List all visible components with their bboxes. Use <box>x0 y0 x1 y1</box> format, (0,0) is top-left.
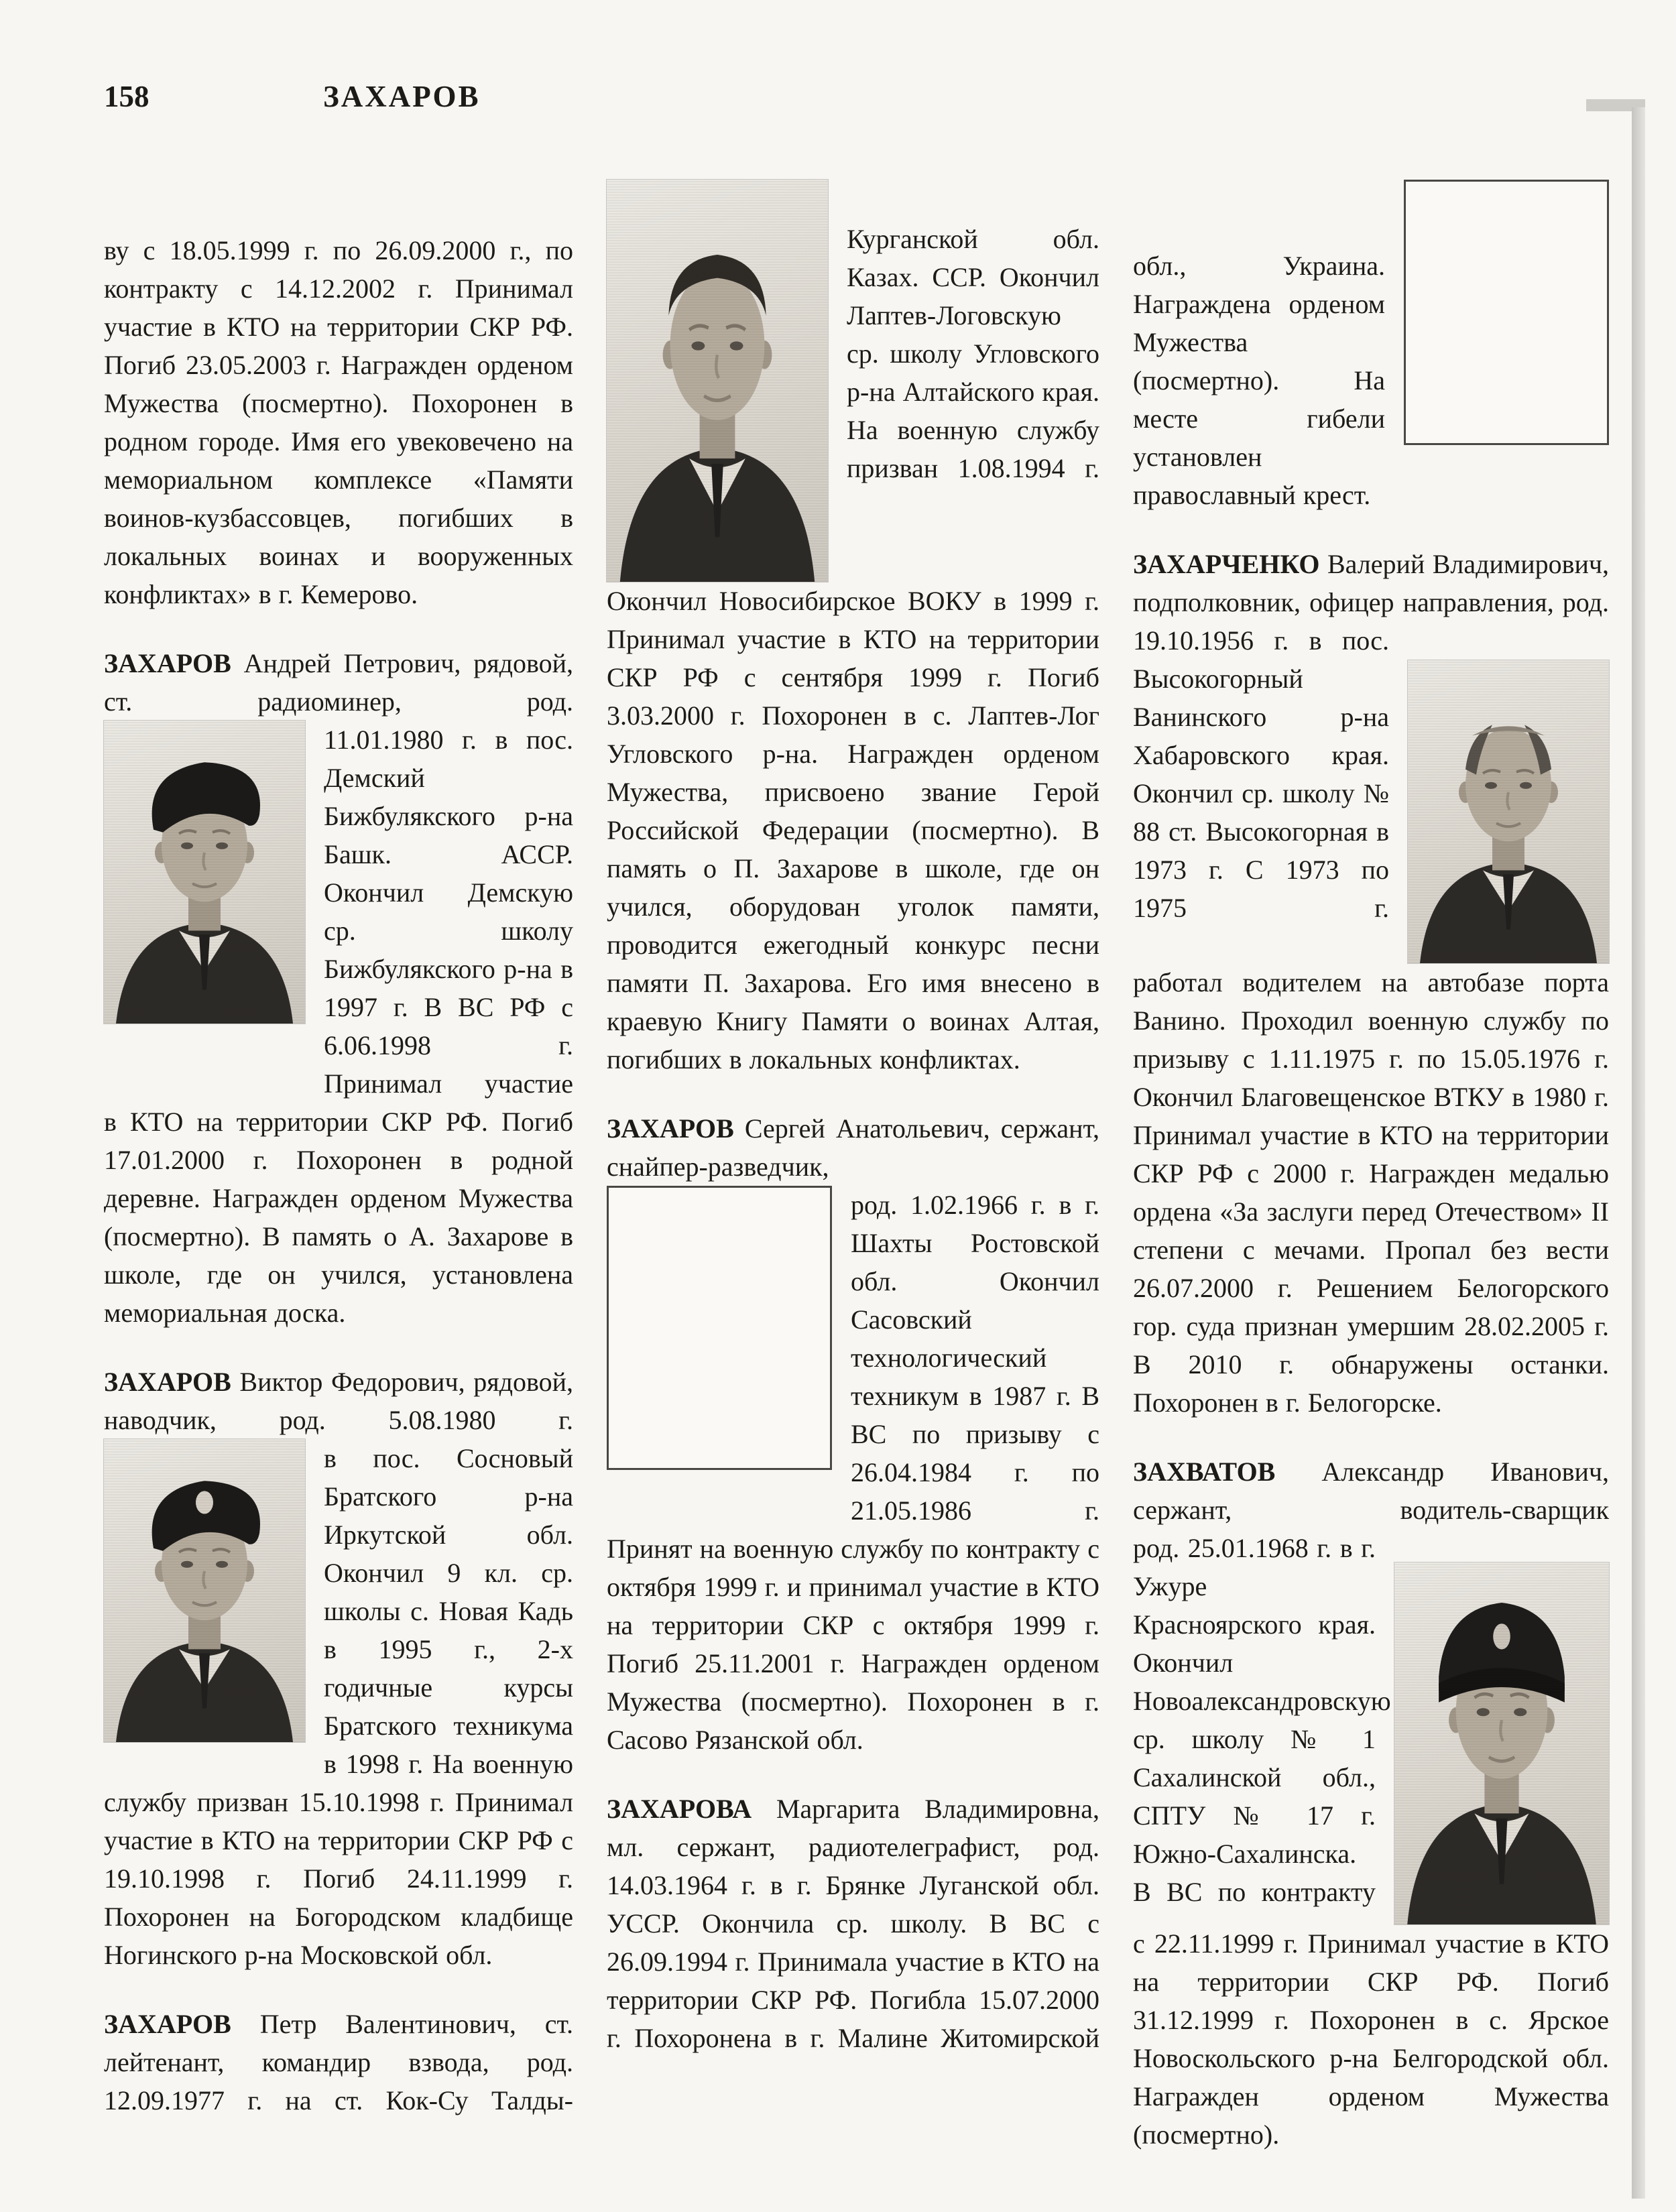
entry-lead <box>607 1109 1099 1186</box>
entry-zakharov-andrey-petrovich <box>104 644 573 1332</box>
page-number: 158 <box>104 80 149 113</box>
entry-tail-text: работал водителем на автобазе порта Ванино. Проходил военную службу по призыву с 1.11.1975 г. по 15.05.1976 г. Окончил Благовещенское ВТКУ в 1980 г. Принимал участие в КТО на территории СКР РФ с 2000 г. Награжден медалью ордена «За заслуги перед Отечеством» II степени с мечами. Пропал без вести 26.07.2000 г. Решением Белогорского гор. суда признан умершим 28.02.2005 г. В 2010 г. обнаружены останки. Похоронен в г. Белогорске. <box>1133 967 1609 1418</box>
entry-beside-text: Курганской обл. Казах. ССР. Окончил Лаптев-Логовскую ср. школу Угловского р-на Алтайского края. На военную службу призван 1.08.1994 г. <box>847 224 1099 483</box>
entry-lead <box>104 2005 573 2119</box>
entry-lead-text: Петр Валентинович, ст. лейтенант, командир взвода, род. 12.09.1977 г. на ст. Кок-Су Талды- <box>104 2009 574 2115</box>
entry-zakharov-viktor-fedorovich <box>104 1363 573 1974</box>
running-head: ЗАХАРОВ <box>323 80 481 113</box>
entry-lead-text: Александр Иванович, сержант, водитель-сварщик <box>1133 1457 1610 1525</box>
portrait-photo <box>1408 660 1609 963</box>
entry-zakharova-margarita-continuation <box>1133 180 1609 514</box>
entry-tail-text: службу призван 15.10.1998 г. Принимал участие в КТО на территории СКР РФ с 19.10.1998 г. Погиб 24.11.1999 г. Похоронен на Богородском кладбище Ногинского р-на Московской обл. <box>104 1787 573 1970</box>
entry-lead-text: Валерий Владимирович, подполковник, офицер направления, род. <box>1133 549 1610 617</box>
entry-beside-text: род. 1.02.1966 г. в г. Шахты Ростовской обл. Окончил Сасовский технологический техникум в 1987 г. В ВС по призыву с 26.04.1984 г. по 21.05.1986 г. <box>851 1190 1099 1526</box>
entry-photo-row <box>1133 1529 1609 1924</box>
entry-photo-row <box>104 721 573 1103</box>
entry-tail-text: Окончил Новосибирское ВОКУ в 1999 г. Принимал участие в КТО на территории СКР РФ с сентября 1999 г. Погиб 3.03.2000 г. Похоронен в с. Лаптев-Лог Угловского р-на. Награжден орденом Мужества, присвоено звание Герой Российской Федерации (посмертно). В память о П. Захарове в школе, где он учился, оборудован уголок памяти, проводится ежегодный конкурс песни памяти П. Захарова. Его имя внесено в краевую Книгу Памяти о воинах Алтая, погибших в локальных конфликтах. <box>607 586 1099 1074</box>
entry-lead <box>1133 1453 1609 1529</box>
portrait-photo <box>607 180 828 582</box>
portrait-photo <box>1394 1562 1609 1924</box>
entry-surname: ЗАХАРОВ <box>104 1367 231 1397</box>
entry-lead <box>104 644 573 721</box>
entry-surname: ЗАХВАТОВ <box>1133 1457 1276 1487</box>
column-2 <box>607 180 1099 2057</box>
entry-tail-text: в КТО на территории СКР РФ. Погиб 17.01.2000 г. Похоронен в родной деревне. Награжден орденом Мужества (посмертно). В память о А. Захарове в школе, где он учился, установлена мемориальная доска. <box>104 1107 573 1328</box>
entry-zakharchenko-valeriy-vladimirovich <box>1133 545 1609 1422</box>
column-3 <box>1133 180 1609 2154</box>
photo-placeholder-box <box>607 1186 832 1470</box>
entry-beside-text: 19.10.1956 г. в пос. Высокогорный Ванинского р-на Хабаровского края. Окончил ср. школу № 88 ст. Высокогорная в 1973 г. С 1973 по 1975 г. <box>1133 625 1389 923</box>
entry-zakhvatov-aleksandr-ivanovich <box>1133 1453 1609 2154</box>
entry-lead <box>104 1363 573 1439</box>
entry-zakharov-petr-continuation <box>607 180 1099 1079</box>
entry-beside-text: 11.01.1980 г. в пос. Демский Бижбулякского р-на Башк. АССР. Окончил Демскую ср. школу Бижбулякского р-на в 1997 г. В ВС РФ с 6.06.1998 г. Принимал участие <box>324 725 573 1099</box>
entry-surname: ЗАХАРОВ <box>607 1113 734 1144</box>
column-1 <box>104 231 573 2119</box>
entry-continuation-from-previous-page: ву с 18.05.1999 г. по 26.09.2000 г., по контракту с 14.12.2002 г. Принимал участие в КТО на территории СКР РФ. Погиб 23.05.2003 г. Награжден орденом Мужества (посмертно). Похоронен в родном городе. Имя его увековечено на мемориальном комплексе «Памяти воинов-кузбассовцев, погибших в локальных воинах и вооруженных конфликтах» в г. Кемерово. <box>104 235 573 609</box>
entry-zakharova-margarita-vladimirovna <box>607 1790 1099 2057</box>
entry-surname: ЗАХАРОВА <box>607 1794 752 1824</box>
portrait-photo <box>104 1439 305 1742</box>
entry-beside-text: обл., Украина. Награждена орденом Мужества (посмертно). На месте гибели установлен православный крест. <box>1133 251 1385 510</box>
entry-lead <box>607 1790 1099 2057</box>
entry-surname: ЗАХАРОВ <box>104 648 231 678</box>
entry-beside-text: род. 25.01.1968 г. в г. Ужуре Красноярского края. Окончил Новоалександровскую ср. школу № 1 Сахалинской обл., СПТУ № 17 г. Южно-Сахалинска. В ВС по контракту <box>1133 1533 1391 1907</box>
entry-tail-text: Принят на военную службу по контракту с октября 1999 г. и принимал участие в КТО на территории СКР с октября 1999 г. Погиб 25.11.2001 г. Награжден орденом Мужества (посмертно). Похоронен в г. Сасово Рязанской обл. <box>607 1534 1099 1755</box>
entry-surname: ЗАХАРОВ <box>104 2009 231 2039</box>
entry-lead-text: Сергей Анатольевич, сержант, снайпер-разведчик, <box>607 1113 1100 1182</box>
entry-lead-text: Андрей Петрович, рядовой, ст. радиоминер, род. <box>104 648 574 717</box>
scan-artifact-page-edge <box>1632 107 1645 2199</box>
entry-photo-row <box>607 180 1099 582</box>
entry-zakharov-sergey-anatolievich <box>607 1109 1099 1759</box>
entry-photo-row <box>1133 180 1609 514</box>
entry-zakharov-petr-valentinovich <box>104 2005 573 2119</box>
entry-photo-row <box>607 1186 1099 1530</box>
entry-lead-text: Маргарита Владимировна, мл. сержант, радиотелеграфист, род. 14.03.1964 г. в г. Брянке Луганской обл. УССР. Окончила ср. школу. В ВС с 26.09.1994 г. Принимала участие в КТО на территории СКР РФ. Погибла 15.07.2000 г. Похоронена в г. Малине Житомирской <box>607 1794 1100 2053</box>
entry-lead <box>1133 545 1609 621</box>
entry-tail-text: с 22.11.1999 г. Принимал участие в КТО на территории СКР РФ. Погиб 31.12.1999 г. Похоронен в с. Ярское Новоскольского р-на Белгородской обл. Награжден орденом Мужества (посмертно). <box>1133 1928 1609 2150</box>
entry-photo-row <box>104 1439 573 1783</box>
entry-photo-row <box>1133 621 1609 963</box>
portrait-photo <box>104 721 305 1024</box>
photo-placeholder-box <box>1404 180 1609 445</box>
entry-beside-text: в пос. Сосновый Братского р-на Иркутской обл. Окончил 9 кл. ср. школы с. Новая Кадь в 1995 г., 2-х годичные курсы Братского техникума в 1998 г. На военную <box>324 1443 573 1779</box>
entry-surname: ЗАХАРЧЕНКО <box>1133 549 1320 579</box>
entry-lead-text: Виктор Федорович, рядовой, наводчик, род. 5.08.1980 г. <box>104 1367 573 1435</box>
